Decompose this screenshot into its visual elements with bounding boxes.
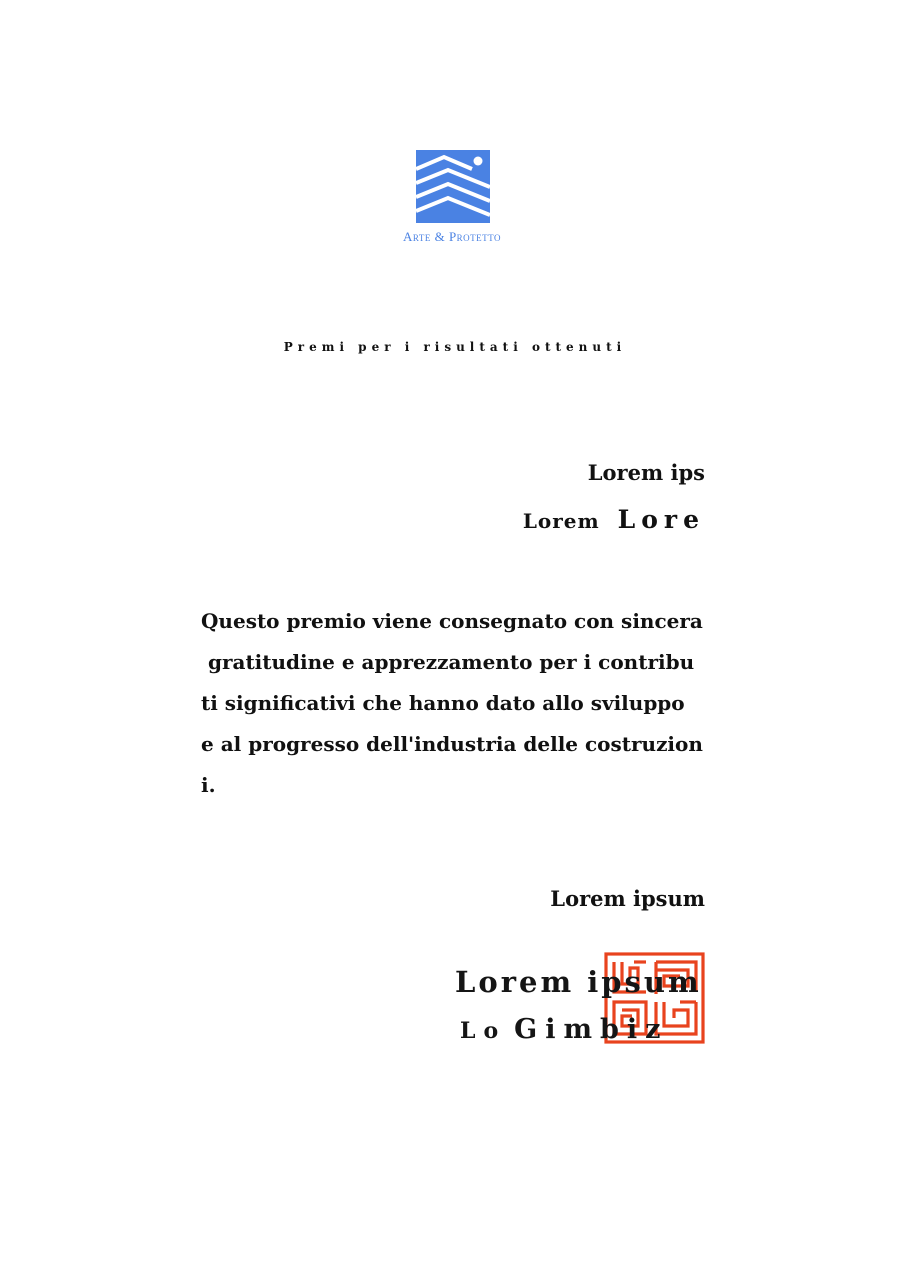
recipient-line-1: Lorem ips	[587, 460, 705, 485]
signature-line-1: Lorem ipsum	[455, 965, 702, 999]
signature-line-2	[460, 1014, 669, 1045]
recipient-last-name: Lore	[617, 505, 705, 534]
certificate-body	[201, 601, 721, 806]
body-line: i.	[201, 773, 216, 797]
recipient-line-2	[523, 505, 705, 534]
signature-surname: Gimbiz	[514, 1014, 669, 1045]
issuer-name: Lorem ipsum	[550, 886, 705, 911]
body-line: e al progresso dell'industria delle costruzion	[201, 732, 703, 756]
body-line: ti significativi che hanno dato allo sviluppo	[201, 691, 685, 715]
brand-name: Arte & Protetto	[402, 229, 502, 244]
body-line: Questo premio viene consegnato con sincera	[201, 609, 703, 633]
body-line: gratitudine e apprezzamento per i contribu	[201, 650, 695, 674]
signature-initials: Lo	[460, 1018, 507, 1044]
recipient-first-name: Lorem	[522, 509, 600, 533]
certificate-subtitle: Premi per i risultati ottenuti	[283, 340, 627, 354]
company-logo-icon	[416, 150, 490, 223]
